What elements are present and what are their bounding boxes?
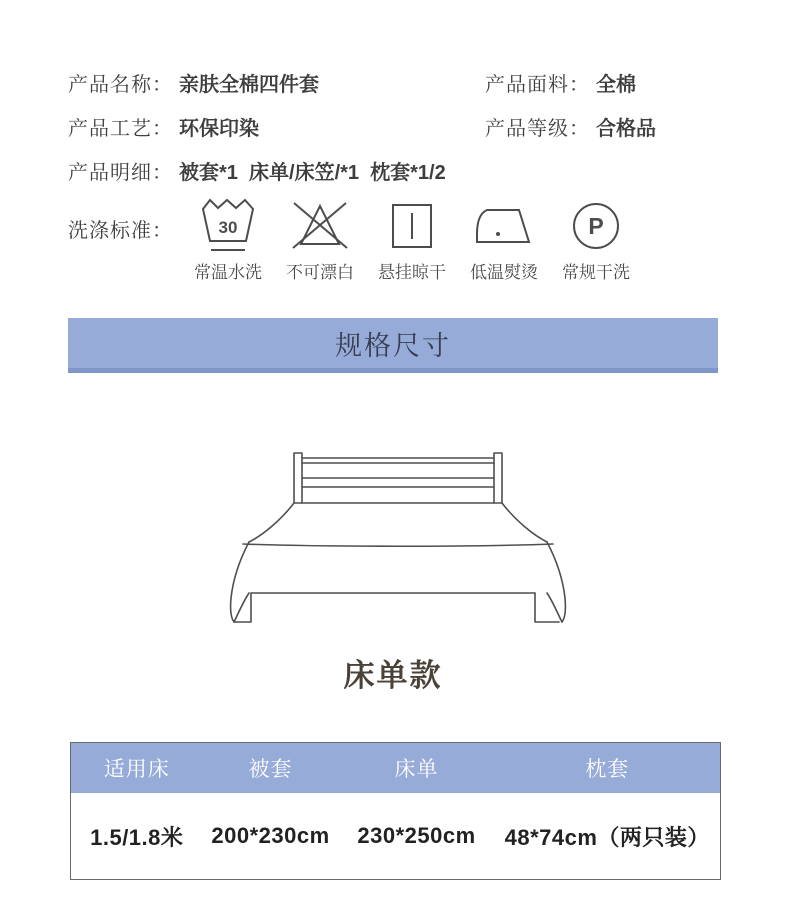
care-item-label: 常规干洗 bbox=[562, 263, 630, 282]
care-section bbox=[68, 196, 728, 286]
care-item-label: 低温熨烫 bbox=[470, 263, 538, 282]
no-bleach-icon bbox=[289, 196, 351, 256]
size-cell-bed: 1.5/1.8米 bbox=[71, 793, 203, 880]
care-item-label: 不可漂白 bbox=[286, 263, 354, 282]
product-detail-label: 产品明细： bbox=[68, 162, 173, 184]
wash-30-icon bbox=[200, 196, 256, 256]
care-icons-row bbox=[188, 196, 636, 283]
product-craft-value: 环保印染 bbox=[179, 118, 259, 140]
product-grade-label: 产品等级： bbox=[485, 118, 590, 140]
product-name-label: 产品名称： bbox=[68, 74, 173, 96]
size-table-header-duvet: 被套 bbox=[203, 743, 339, 794]
size-cell-sheet: 230*250cm bbox=[339, 793, 495, 880]
hang-dry-icon bbox=[390, 196, 434, 256]
size-cell-pillow: 48*74cm（两只装） bbox=[495, 793, 721, 880]
product-detail-value: 被套*1 床单/床笠/*1 枕套*1/2 bbox=[179, 162, 446, 184]
care-item-wash bbox=[188, 196, 268, 283]
product-craft-row bbox=[68, 112, 259, 141]
size-table-header-sheet: 床单 bbox=[339, 743, 495, 794]
size-cell-duvet: 200*230cm bbox=[203, 793, 339, 880]
size-table-header-pillow: 枕套 bbox=[495, 743, 721, 794]
svg-text:30: 30 bbox=[218, 218, 238, 237]
care-item-iron bbox=[464, 196, 544, 283]
size-table-data-row bbox=[71, 793, 721, 880]
product-craft-label: 产品工艺： bbox=[68, 118, 173, 140]
section-banner-title: 规格尺寸 bbox=[335, 330, 451, 361]
size-table bbox=[70, 742, 721, 880]
care-item-dryclean bbox=[556, 196, 636, 283]
size-table-header-bed: 适用床 bbox=[71, 743, 203, 794]
svg-text:P: P bbox=[588, 213, 604, 239]
product-name-row bbox=[68, 68, 319, 97]
product-detail-row bbox=[68, 156, 446, 185]
diagram-caption: 床单款 bbox=[343, 658, 443, 693]
product-grade-value: 合格品 bbox=[596, 118, 656, 140]
product-name-value: 亲肤全棉四件套 bbox=[179, 74, 319, 96]
product-grade-row bbox=[485, 112, 656, 141]
dry-clean-icon bbox=[571, 196, 621, 256]
bed-diagram bbox=[225, 446, 571, 632]
care-item-label: 悬挂晾干 bbox=[378, 263, 446, 282]
size-table-header-row bbox=[71, 743, 721, 794]
care-item-label: 常温水洗 bbox=[194, 263, 262, 282]
care-item-bleach bbox=[280, 196, 360, 283]
iron-low-icon bbox=[474, 196, 534, 256]
product-fabric-value: 全棉 bbox=[596, 74, 636, 96]
care-item-dry bbox=[372, 196, 452, 283]
section-banner bbox=[68, 318, 718, 373]
care-label: 洗涤标准： bbox=[68, 220, 173, 242]
product-fabric-row bbox=[485, 68, 636, 97]
product-fabric-label: 产品面料： bbox=[485, 74, 590, 96]
